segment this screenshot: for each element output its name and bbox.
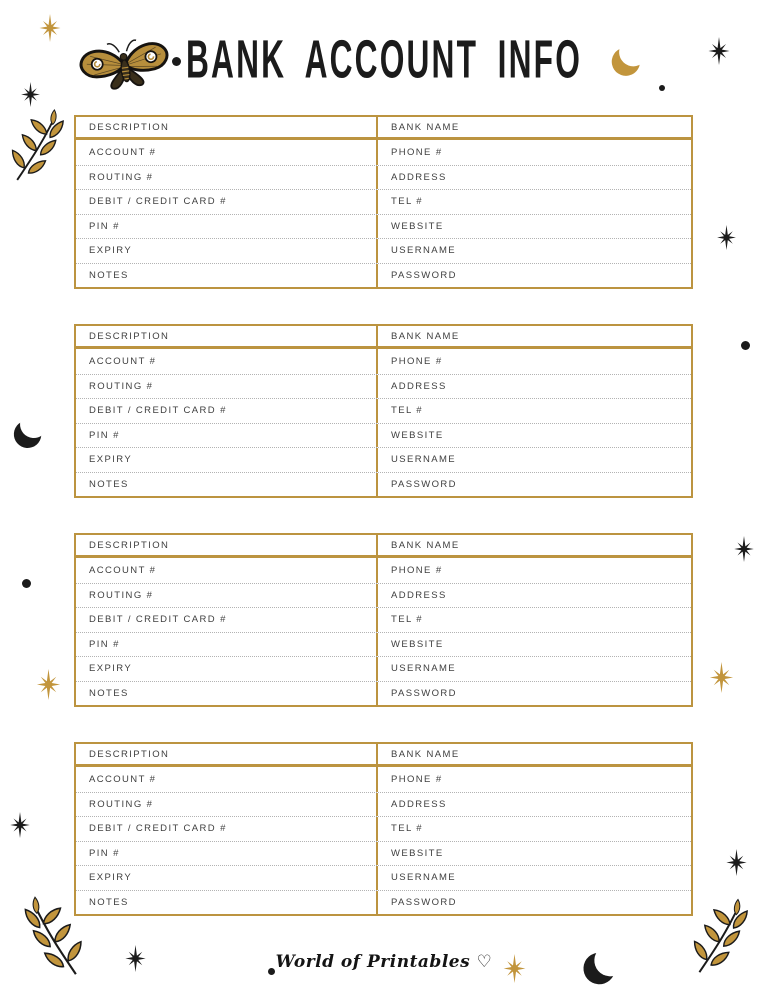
table-header-row	[76, 117, 691, 140]
table-row	[76, 558, 691, 583]
table-row	[76, 841, 691, 866]
table-header-row	[76, 535, 691, 558]
table-row	[76, 681, 691, 706]
table-row	[76, 656, 691, 681]
field-label-left: ROUTING #	[76, 793, 378, 817]
page-title: BANK ACCOUNT INFO	[185, 30, 582, 90]
crescent-moon-icon	[581, 947, 622, 988]
field-label-right: ADDRESS	[391, 171, 447, 183]
field-label-right: PHONE #	[391, 355, 443, 367]
table-body	[76, 140, 691, 287]
field-label-right: PHONE #	[391, 146, 443, 158]
field-label-left: EXPIRY	[76, 866, 378, 890]
bank-account-table	[74, 742, 693, 916]
header-bank-name: BANK NAME	[391, 330, 460, 342]
table-row	[76, 238, 691, 263]
table-row	[76, 349, 691, 374]
field-label-left: ACCOUNT #	[76, 140, 378, 165]
table-body	[76, 767, 691, 914]
header-description: DESCRIPTION	[76, 744, 378, 764]
table-row	[76, 423, 691, 448]
field-label-right: WEBSITE	[391, 220, 444, 232]
field-label-right: USERNAME	[391, 454, 457, 466]
field-label-left: ACCOUNT #	[76, 349, 378, 374]
header-bank-name: BANK NAME	[391, 121, 460, 133]
field-label-right: USERNAME	[391, 872, 457, 884]
table-header-row	[76, 326, 691, 349]
field-label-left: PIN #	[76, 633, 378, 657]
bank-account-table	[74, 324, 693, 498]
field-label-left: DEBIT / CREDIT CARD #	[76, 608, 378, 632]
dot	[22, 579, 31, 588]
table-row	[76, 374, 691, 399]
leaf-branch-icon	[694, 900, 748, 976]
sparkle-star-icon	[706, 662, 737, 693]
field-label-left: NOTES	[76, 264, 378, 288]
field-label-right: WEBSITE	[391, 847, 444, 859]
field-label-left: ROUTING #	[76, 584, 378, 608]
table-body	[76, 349, 691, 496]
field-label-right: TEL #	[391, 405, 423, 417]
field-label-right: PHONE #	[391, 564, 443, 576]
table-row	[76, 632, 691, 657]
field-label-left: NOTES	[76, 682, 378, 706]
header-bank-name: BANK NAME	[391, 539, 460, 551]
field-label-right: USERNAME	[391, 663, 457, 675]
field-label-right: ADDRESS	[391, 380, 447, 392]
sparkle-star-icon	[33, 669, 64, 700]
field-label-right: TEL #	[391, 823, 423, 835]
dot	[659, 85, 665, 91]
brand-logo: World of Printables ♡	[275, 952, 493, 972]
moth-icon	[72, 28, 178, 107]
table-row	[76, 890, 691, 915]
field-label-left: ROUTING #	[76, 375, 378, 399]
field-label-left: PIN #	[76, 842, 378, 866]
header-bank-name: BANK NAME	[391, 748, 460, 760]
bank-account-table	[74, 115, 693, 289]
bank-account-tables	[74, 115, 693, 951]
field-label-left: DEBIT / CREDIT CARD #	[76, 399, 378, 423]
header-description: DESCRIPTION	[76, 117, 378, 137]
field-label-left: NOTES	[76, 473, 378, 497]
field-label-right: PASSWORD	[391, 687, 457, 699]
field-label-left: DEBIT / CREDIT CARD #	[76, 190, 378, 214]
table-row	[76, 607, 691, 632]
field-label-left: ACCOUNT #	[76, 767, 378, 792]
field-label-left: EXPIRY	[76, 657, 378, 681]
table-header-row	[76, 744, 691, 767]
sparkle-star-icon	[7, 812, 33, 838]
header-description: DESCRIPTION	[76, 326, 378, 346]
table-row	[76, 447, 691, 472]
sparkle-star-icon	[18, 82, 43, 107]
dot	[172, 57, 181, 66]
table-row	[76, 816, 691, 841]
field-label-left: DEBIT / CREDIT CARD #	[76, 817, 378, 841]
table-row	[76, 189, 691, 214]
table-row	[76, 583, 691, 608]
sparkle-star-icon	[731, 536, 757, 562]
field-label-left: PIN #	[76, 424, 378, 448]
leaf-branch-icon	[24, 898, 82, 978]
sparkle-star-icon	[723, 849, 750, 876]
field-label-right: TEL #	[391, 614, 423, 626]
field-label-right: PASSWORD	[391, 896, 457, 908]
crescent-moon-icon	[8, 412, 50, 454]
sparkle-star-icon	[714, 225, 739, 250]
bank-account-table	[74, 533, 693, 707]
table-row	[76, 472, 691, 497]
crescent-moon-icon	[607, 40, 647, 80]
sparkle-star-icon	[705, 37, 733, 65]
leaf-branch-icon	[12, 110, 64, 184]
field-label-right: PASSWORD	[391, 478, 457, 490]
field-label-right: TEL #	[391, 196, 423, 208]
table-row	[76, 865, 691, 890]
table-row	[76, 792, 691, 817]
field-label-left: PIN #	[76, 215, 378, 239]
table-body	[76, 558, 691, 705]
field-label-right: ADDRESS	[391, 798, 447, 810]
table-row	[76, 398, 691, 423]
field-label-right: ADDRESS	[391, 589, 447, 601]
field-label-left: NOTES	[76, 891, 378, 915]
field-label-left: ROUTING #	[76, 166, 378, 190]
header-description: DESCRIPTION	[76, 535, 378, 555]
dot	[741, 341, 750, 350]
field-label-right: PASSWORD	[391, 269, 457, 281]
field-label-right: PHONE #	[391, 773, 443, 785]
field-label-right: WEBSITE	[391, 638, 444, 650]
table-row	[76, 767, 691, 792]
field-label-right: USERNAME	[391, 245, 457, 257]
field-label-right: WEBSITE	[391, 429, 444, 441]
footer	[0, 952, 768, 972]
table-row	[76, 140, 691, 165]
dot	[268, 968, 275, 975]
table-row	[76, 165, 691, 190]
field-label-left: ACCOUNT #	[76, 558, 378, 583]
sparkle-star-icon	[500, 954, 529, 983]
sparkle-star-icon	[36, 14, 64, 42]
field-label-left: EXPIRY	[76, 239, 378, 263]
table-row	[76, 214, 691, 239]
table-row	[76, 263, 691, 288]
field-label-left: EXPIRY	[76, 448, 378, 472]
sparkle-star-icon	[122, 945, 149, 972]
